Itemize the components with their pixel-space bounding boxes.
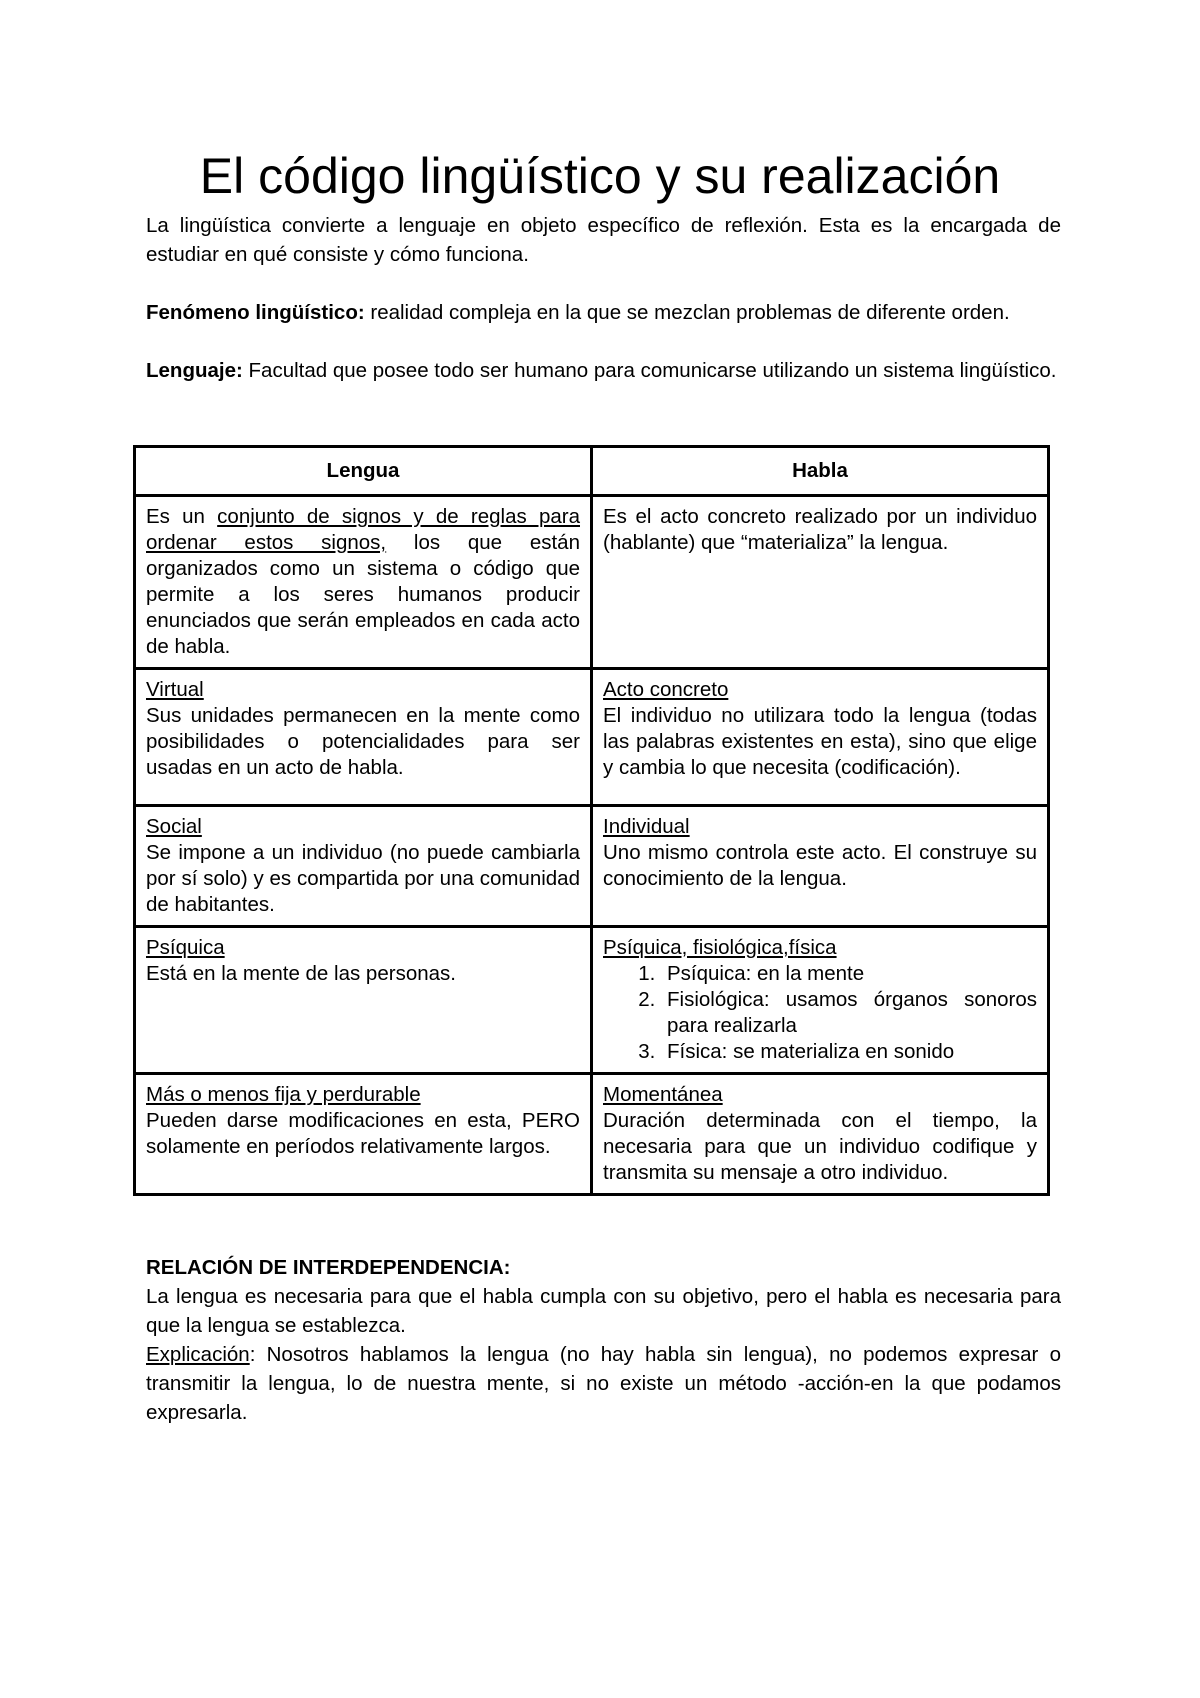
list-item: 2. Fisiológica: usamos órganos sonoros para realizarla [661,987,1037,1039]
cell-text: Duración determinada con el tiempo, la necesaria para que un individuo codifique y transmita su mensaje a otro individuo. [603,1109,1037,1184]
table-row [135,1074,1049,1195]
cell-lengua [135,669,592,806]
cell-habla [592,1074,1049,1195]
list-item: 3. Física: se materializa en sonido [661,1039,1037,1065]
page-title: El código lingüístico y su realización [199,148,1001,204]
definition-term: Fenómeno lingüístico: [146,301,365,324]
cell-text: Sus unidades permanecen en la mente como posibilidades o potencialidades para ser usadas en un acto de habla. [146,704,580,779]
relacion-paragraph: La lengua es necesaria para que el habla cumpla con su objetivo, pero el habla es necesaria para que la lengua se establezca. [146,1285,1061,1337]
list-item: 1. Psíquica: en la mente [661,961,1037,987]
cell-text: Es un [146,505,218,528]
cell-habla [592,669,1049,806]
cell-habla [592,806,1049,927]
definition-lenguaje [146,356,1061,385]
cell-lengua [135,927,592,1074]
table-row [135,496,1049,669]
table-row [135,669,1049,806]
cell-heading: Psíquica, fisiológica,física [603,936,837,959]
cell-heading: Psíquica [146,936,225,959]
cell-text: Se impone a un individuo (no puede cambiarla por sí solo) y es compartida por una comunidad de habitantes. [146,841,580,916]
cell-text: El individuo no utilizara todo la lengua (todas las palabras existentes en esta), sino que elige y cambia lo que necesita (codificación). [603,704,1037,779]
cell-habla [592,927,1049,1074]
cell-heading: Momentánea [603,1083,723,1106]
cell-lengua [135,806,592,927]
explicacion-label: Explicación [146,1343,250,1366]
table-header-row [135,447,1049,496]
cell-text: Pueden darse modificaciones en esta, PERO solamente en períodos relativamente largos. [146,1109,580,1158]
definition-fenomeno [146,298,1061,327]
cell-text: los que están organizados como un sistema o código que permite a los seres humanos producir enunciados que serán empleados en cada acto de habla. [146,531,580,658]
ordered-list [603,961,1037,1065]
cell-text: Uno mismo controla este acto. El construye su conocimiento de la lengua. [603,841,1037,890]
relacion-heading: RELACIÓN DE INTERDEPENDENCIA: [146,1256,511,1279]
cell-habla: Es el acto concreto realizado por un individuo (hablante) que “materializa” la lengua. [592,496,1049,669]
definition-text: realidad compleja en la que se mezclan problemas de diferente orden. [364,301,1010,324]
definition-term: Lenguaje: [146,359,243,382]
cell-heading: Virtual [146,678,204,701]
explicacion-paragraph [146,1340,1061,1427]
definition-text: Facultad que posee todo ser humano para comunicarse utilizando un sistema lingüístico. [242,359,1057,382]
cell-heading: Individual [603,815,690,838]
cell-text: Está en la mente de las personas. [146,962,456,985]
lengua-habla-table [133,445,1050,1196]
cell-heading: Más o menos fija y perdurable [146,1083,421,1106]
table-row [135,927,1049,1074]
table-row [135,806,1049,927]
cell-lengua [135,496,592,669]
underlined-text: conjunto de signos y de reglas para ordenar estos signos, [146,505,580,554]
intro-paragraph: La lingüística convierte a lenguaje en objeto específico de reflexión. Esta es la encargada de estudiar en qué consiste y cómo funciona. [146,214,1061,266]
header-habla: Habla [592,447,1049,496]
explicacion-text: : Nosotros hablamos la lengua (no hay habla sin lengua), no podemos expresar o transmitir la lengua, lo de nuestra mente, si no existe un método -acción-en la que podamos expresarla. [146,1343,1061,1424]
cell-heading: Social [146,815,202,838]
header-lengua: Lengua [135,447,592,496]
cell-heading: Acto concreto [603,678,729,701]
cell-lengua [135,1074,592,1195]
